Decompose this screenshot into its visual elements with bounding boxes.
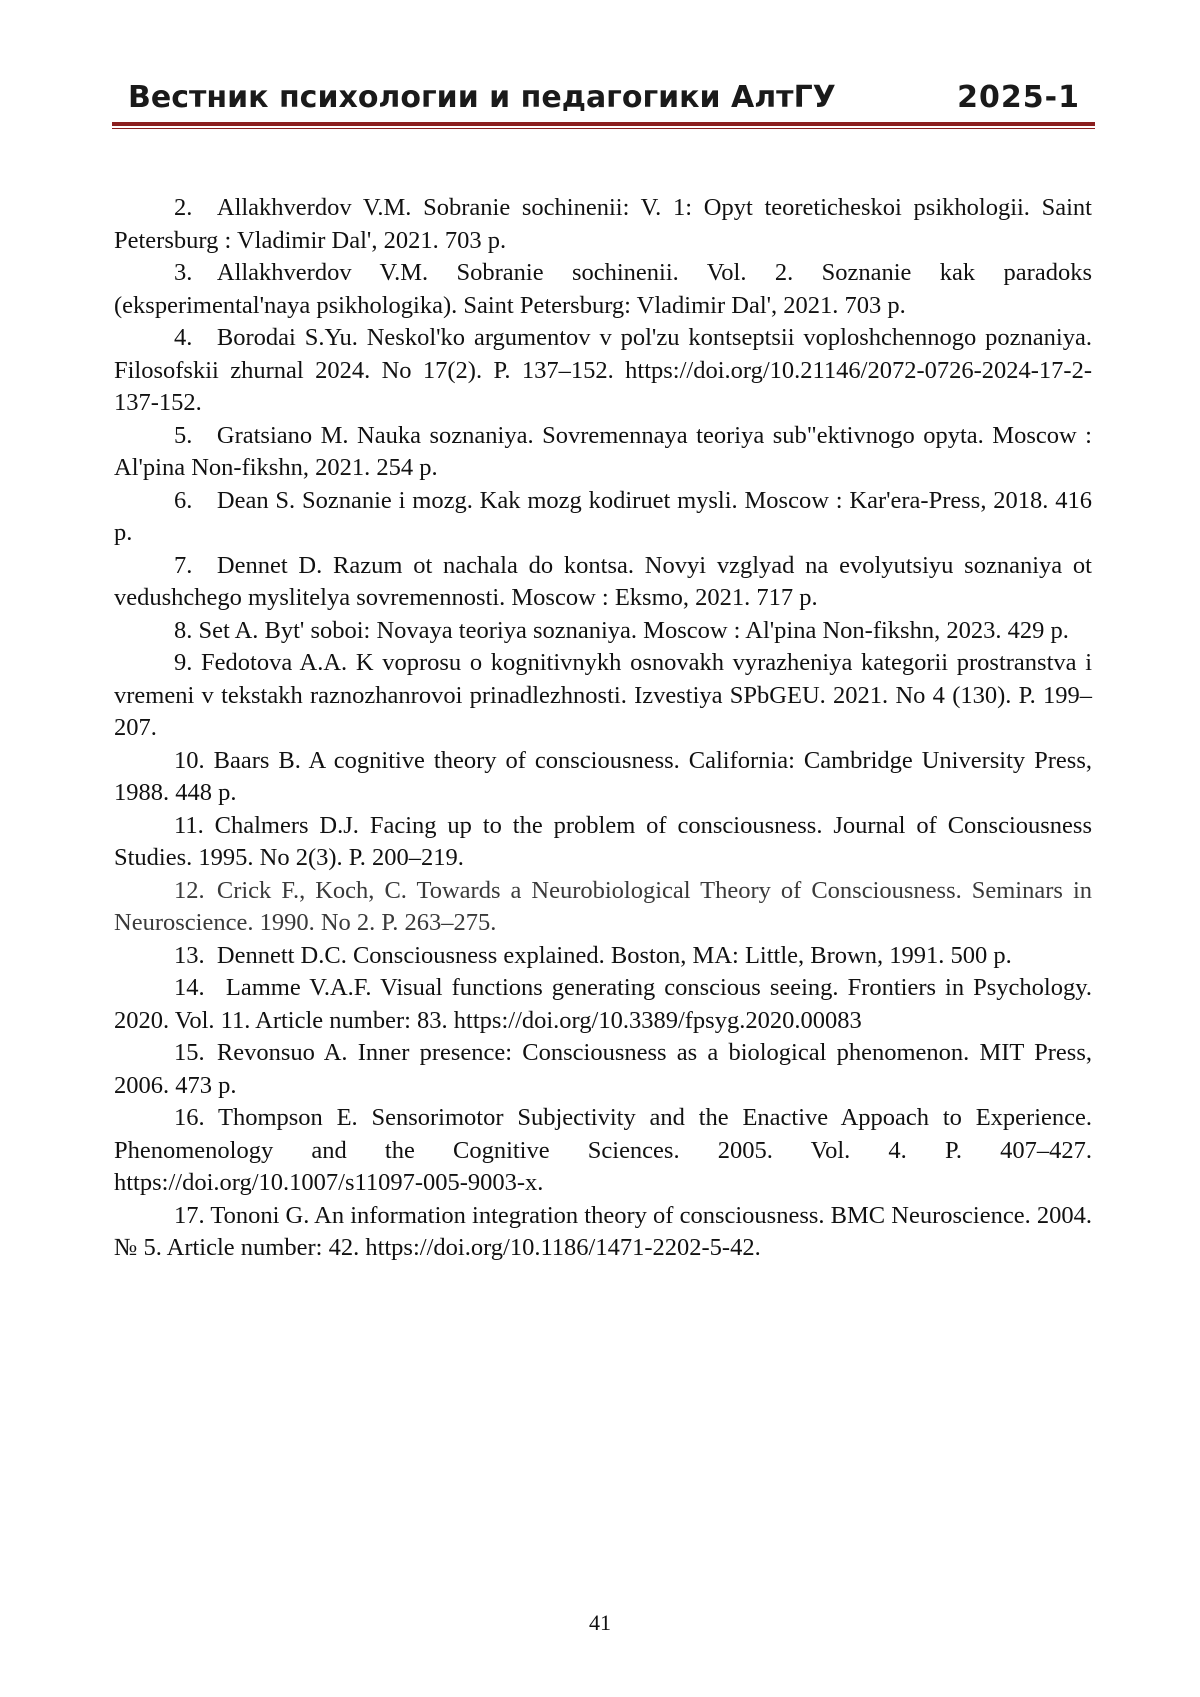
reference-item: 13. Dennett D.C. Consciousness explained. Boston, MA: Little, Brown, 1991. 500 p. [114, 940, 1092, 973]
reference-item: 15. Revonsuo A. Inner presence: Consciousness as a biological phenomenon. MIT Press, 2006. 473 p. [114, 1037, 1092, 1102]
reference-item: 10. Baars B. A cognitive theory of consciousness. California: Cambridge University Press, 1988. 448 p. [114, 745, 1092, 810]
header-rule-thick [112, 122, 1095, 126]
page-number: 41 [0, 1610, 1200, 1636]
reference-item: 2. Allakhverdov V.M. Sobranie sochinenii: V. 1: Opyt teoreticheskoi psikhologii. Saint Petersburg : Vladimir Dal', 2021. 703 p. [114, 192, 1092, 257]
reference-item: 5. Gratsiano M. Nauka soznaniya. Sovremennaya teoriya sub"ektivnogo opyta. Moscow : Al'pina Non-fikshn, 2021. 254 p. [114, 420, 1092, 485]
reference-item: 16. Thompson E. Sensorimotor Subjectivity and the Enactive Appoach to Experience. Phenomenology and the Cognitive Sciences. 2005. Vol. 4. P. 407–427. https://doi.org/10.1007/s11097-005-9003-x. [114, 1102, 1092, 1200]
reference-item: 3. Allakhverdov V.M. Sobranie sochinenii. Vol. 2. Soznanie kak paradoks (eksperimental'naya psikhologika). Saint Petersburg: Vladimir Dal', 2021. 703 p. [114, 257, 1092, 322]
reference-item: 8. Set A. Byt' soboi: Novaya teoriya soznaniya. Moscow : Al'pina Non-fikshn, 2023. 429 p. [114, 615, 1092, 648]
journal-title: Вестник психологии и педагогики АлтГУ [128, 74, 836, 122]
reference-item: 11. Chalmers D.J. Facing up to the problem of consciousness. Journal of Consciousness Studies. 1995. No 2(3). P. 200–219. [114, 810, 1092, 875]
journal-page [0, 0, 1200, 1697]
reference-item: 7. Dennet D. Razum ot nachala do kontsa. Novyi vzglyad na evolyutsiyu soznaniya ot vedushchego myslitelya sovremennosti. Moscow : Eksmo, 2021. 717 p. [114, 550, 1092, 615]
reference-item: 12. Crick F., Koch, C. Towards a Neurobiological Theory of Consciousness. Seminars in Neuroscience. 1990. No 2. P. 263–275. [114, 875, 1092, 940]
reference-item: 6. Dean S. Soznanie i mozg. Kak mozg kodiruet mysli. Moscow : Kar'era-Press, 2018. 416 p. [114, 485, 1092, 550]
reference-item: 14. Lamme V.A.F. Visual functions generating conscious seeing. Frontiers in Psychology. 2020. Vol. 11. Article number: 83. https://doi.org/10.3389/fpsyg.2020.00083 [114, 972, 1092, 1037]
running-header [128, 74, 1080, 122]
reference-item: 17. Tononi G. An information integration theory of consciousness. BMC Neuroscience. 2004. № 5. Article number: 42. https://doi.org/10.1186/1471-2202-5-42. [114, 1200, 1092, 1265]
header-rule-thin [112, 128, 1095, 129]
issue-number: 2025-1 [957, 74, 1080, 122]
reference-item: 4. Borodai S.Yu. Neskol'ko argumentov v pol'zu kontseptsii voploshchennogo poznaniya. Filosofskii zhurnal 2024. No 17(2). P. 137–152. https://doi.org/10.21146/2072-0726-2024-17-2-137-152. [114, 322, 1092, 420]
reference-item: 9. Fedotova A.A. K voprosu o kognitivnykh osnovakh vyrazheniya kategorii prostranstva i vremeni v tekstakh raznozhanrovoi prinadlezhnosti. Izvestiya SPbGEU. 2021. No 4 (130). P. 199–207. [114, 647, 1092, 745]
reference-list [114, 192, 1092, 1265]
